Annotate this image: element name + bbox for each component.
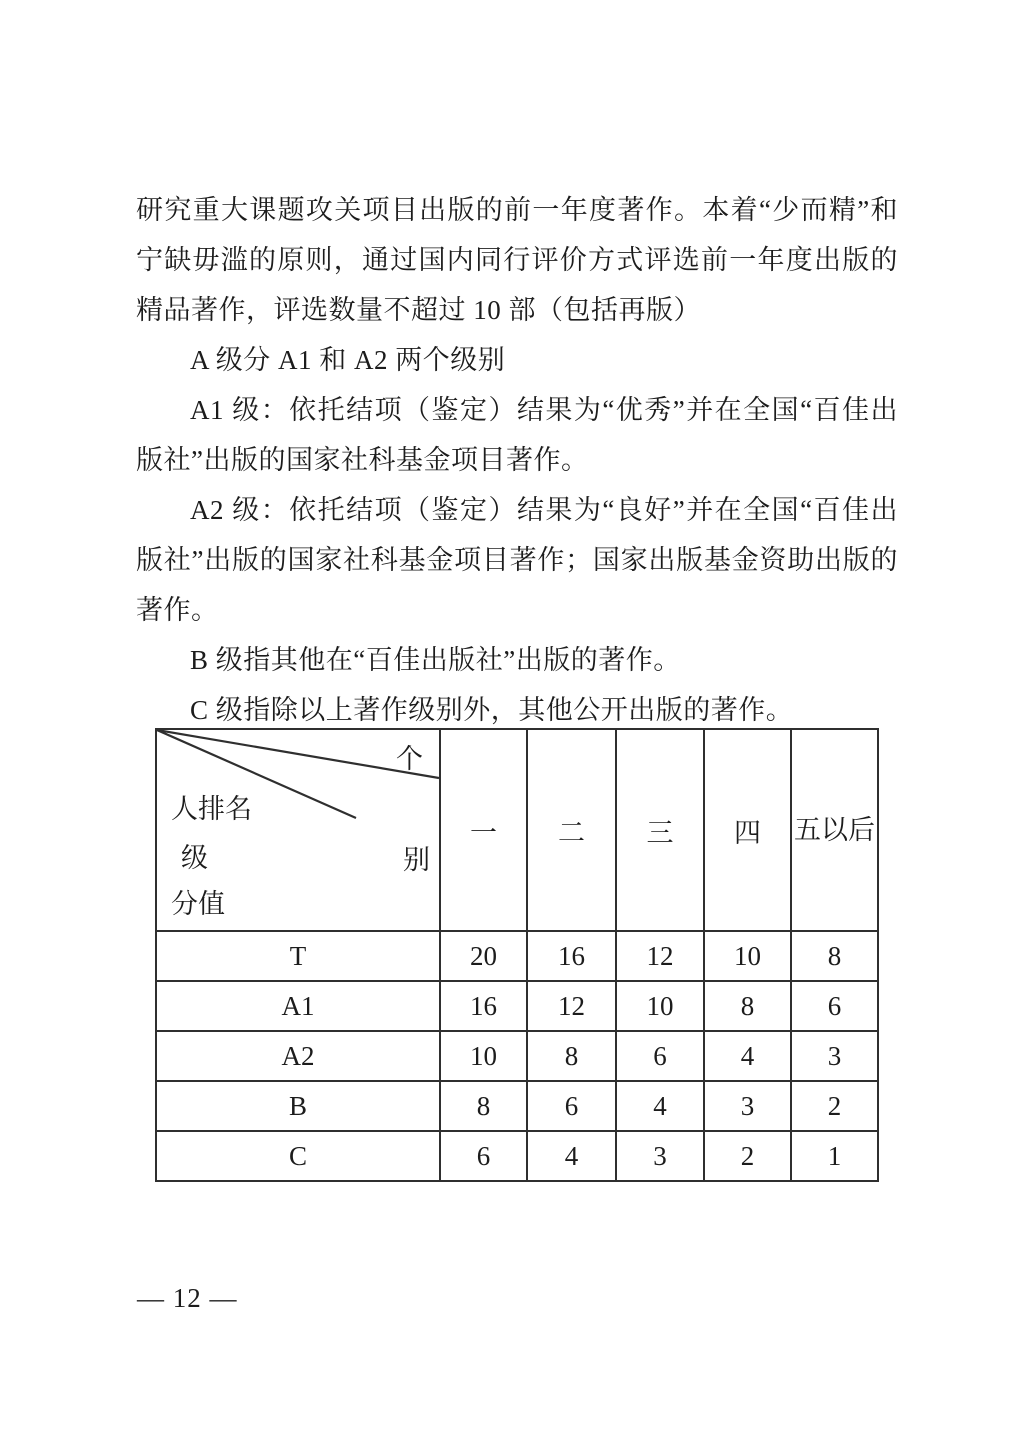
corner-score-label: 分值 (171, 889, 225, 919)
row-label: B (156, 1081, 440, 1131)
score-cell: 10 (616, 981, 704, 1031)
score-cell: 3 (616, 1131, 704, 1181)
score-cell: 10 (704, 931, 791, 981)
paragraph-b-level: B 级指其他在“百佳出版社”出版的著作。 (190, 645, 681, 675)
score-cell: 6 (616, 1031, 704, 1081)
score-cell: 4 (704, 1031, 791, 1081)
paragraph-a-level: A 级分 A1 和 A2 两个级别 (190, 345, 506, 375)
page-number: — 12 — (137, 1283, 238, 1313)
score-cell: 8 (527, 1031, 616, 1081)
score-cell: 6 (527, 1081, 616, 1131)
corner-level-label-left: 级 (181, 843, 208, 873)
score-cell: 3 (791, 1031, 878, 1081)
score-cell: 4 (527, 1131, 616, 1181)
corner-level-label-right: 别 (403, 845, 430, 875)
row-label: C (156, 1131, 440, 1181)
score-cell: 8 (704, 981, 791, 1031)
score-cell: 20 (440, 931, 527, 981)
score-cell: 6 (440, 1131, 527, 1181)
score-table (155, 728, 879, 1182)
score-cell: 16 (527, 931, 616, 981)
paragraph-a2-level: A2 级：依托结项（鉴定）结果为“良好”并在全国“百佳出版社”出版的国家社科基金项目著作；国家出版基金资助出版的著作。 (136, 495, 898, 625)
table-row-A2 (156, 1031, 878, 1081)
score-cell: 2 (704, 1131, 791, 1181)
column-header-3: 三 (616, 729, 704, 931)
table-header-row (156, 729, 878, 931)
score-cell: 12 (527, 981, 616, 1031)
score-cell: 8 (440, 1081, 527, 1131)
column-header-2: 二 (527, 729, 616, 931)
score-cell: 6 (791, 981, 878, 1031)
score-cell: 4 (616, 1081, 704, 1131)
score-cell: 10 (440, 1031, 527, 1081)
paragraph-a1-level: A1 级：依托结项（鉴定）结果为“优秀”并在全国“百佳出版社”出版的国家社科基金项目著作。 (136, 395, 898, 475)
score-cell: 16 (440, 981, 527, 1031)
corner-ranking-label-top: 个 (396, 744, 423, 774)
score-cell: 1 (791, 1131, 878, 1181)
body-text (136, 185, 898, 735)
table-row-A1 (156, 981, 878, 1031)
score-cell: 12 (616, 931, 704, 981)
diagonal-header-cell (156, 729, 440, 931)
row-label: A2 (156, 1031, 440, 1081)
column-header-1: 一 (440, 729, 527, 931)
corner-ranking-label-bottom: 人排名 (171, 794, 252, 824)
table-row-T (156, 931, 878, 981)
table-row-C (156, 1131, 878, 1181)
column-header-4: 四 (704, 729, 791, 931)
score-cell: 2 (791, 1081, 878, 1131)
table-row-B (156, 1081, 878, 1131)
row-label: A1 (156, 981, 440, 1031)
row-label: T (156, 931, 440, 981)
score-cell: 8 (791, 931, 878, 981)
score-cell: 3 (704, 1081, 791, 1131)
column-header-5-and-later: 五以后 (791, 729, 878, 931)
paragraph-c-level: C 级指除以上著作级别外，其他公开出版的著作。 (190, 695, 794, 725)
paragraph-intro: 研究重大课题攻关项目出版的前一年度著作。本着“少而精”和宁缺毋滥的原则，通过国内同行评价方式评选前一年度出版的精品著作，评选数量不超过 10 部（包括再版） (136, 195, 898, 325)
